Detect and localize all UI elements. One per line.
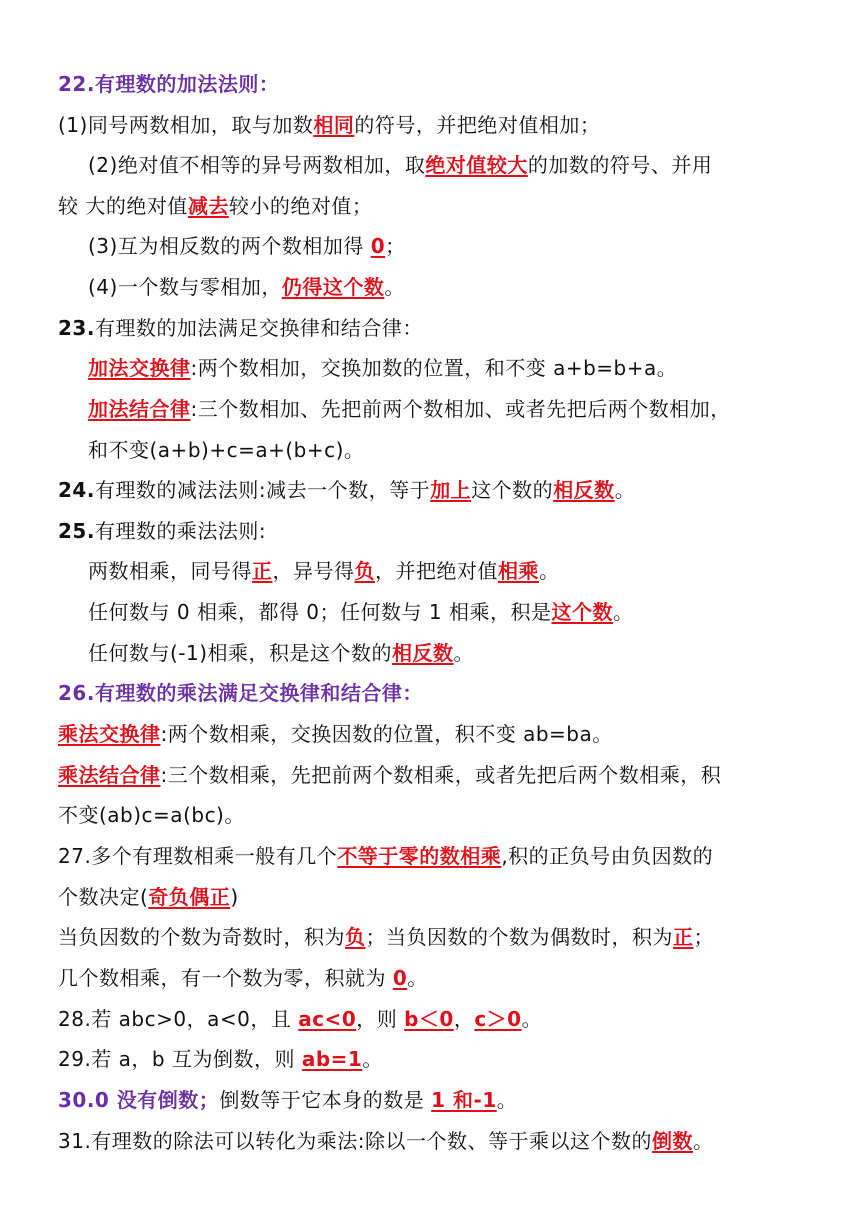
highlighted-term: 乘法交换律 xyxy=(58,722,161,746)
text-segment: (1)同号两数相加，取与加数 xyxy=(58,113,314,137)
text-segment: 24. xyxy=(58,478,95,502)
highlighted-term: 正 xyxy=(252,559,273,583)
text-segment: 。 xyxy=(539,559,560,583)
law-add-associative-cont xyxy=(88,437,364,463)
text-segment: 任何数与 0 相乘，都得 0；任何数与 1 相乘，积是 xyxy=(88,600,552,624)
text-segment: ) xyxy=(230,885,239,909)
text-segment: 这个数的 xyxy=(471,478,554,502)
rule-22-4 xyxy=(88,274,405,300)
heading-25 xyxy=(58,518,266,544)
rule-27 xyxy=(58,843,713,869)
text-segment: 23. xyxy=(58,316,95,340)
text-segment: ，异号得 xyxy=(272,559,355,583)
highlighted-term: 减去 xyxy=(187,194,229,218)
text-segment: 两数相乘，同号得 xyxy=(88,559,252,583)
text-segment: 27.多个有理数相乘一般有几个 xyxy=(58,844,338,868)
text-segment: 28.若 abc>0，a<0，且 xyxy=(58,1007,299,1031)
text-segment: 。 xyxy=(407,966,428,990)
text-segment: 个数决定( xyxy=(58,885,149,909)
rule-27-cont xyxy=(58,884,239,910)
text-segment: ， xyxy=(453,1007,475,1031)
item-28 xyxy=(58,1006,542,1032)
highlighted-term: 负 xyxy=(345,925,366,949)
text-segment: 有理数的乘法法则: xyxy=(94,519,267,543)
rule-25-2 xyxy=(88,599,633,625)
text-segment: :三个数相乘，先把前两个数相乘，或者先把后两个数相乘，积 xyxy=(160,763,722,787)
highlighted-term: 这个数 xyxy=(551,600,613,624)
text-segment: :两个数相加，交换加数的位置，和不变 a+b=b+a。 xyxy=(190,356,678,380)
text-segment: ；当负因数的个数为偶数时，积为 xyxy=(365,925,673,949)
highlighted-term: 0 xyxy=(370,234,386,258)
text-segment: ； xyxy=(385,234,406,258)
item-31 xyxy=(58,1128,714,1154)
text-segment: 。 xyxy=(384,275,405,299)
rule-22-2 xyxy=(88,152,712,178)
text-segment: 的加数的符号、并用 xyxy=(527,153,713,177)
text-segment: (4)一个数与零相加， xyxy=(88,275,282,299)
text-segment: (3)互为相反数的两个数相加得 xyxy=(88,234,371,258)
highlighted-term: 1 和-1 xyxy=(431,1088,497,1112)
highlighted-term: 不等于零的数相乘 xyxy=(337,844,502,868)
text-segment: 和不变(a+b)+c=a+(b+c)。 xyxy=(88,438,365,462)
heading-23 xyxy=(58,315,423,341)
text-segment: 倒数等于它本身的数是 xyxy=(219,1088,432,1112)
text-segment: (2)绝对值不相等的异号两数相加，取 xyxy=(88,153,426,177)
law-mul-associative xyxy=(58,762,721,788)
rule-24 xyxy=(58,477,635,503)
heading-26 xyxy=(58,680,423,706)
text-segment: 当负因数的个数为奇数时，积为 xyxy=(58,925,345,949)
text-segment: 几个数相乘，有一个数为零，积就为 xyxy=(58,966,393,990)
highlighted-term: ac<0 xyxy=(298,1007,357,1031)
highlighted-term: 相乘 xyxy=(498,559,539,583)
rule-22-3 xyxy=(88,233,406,259)
text-segment: 有理数的减法法则:减去一个数，等于 xyxy=(94,478,431,502)
highlighted-term: 加法交换律 xyxy=(88,356,191,380)
text-segment: 不变(ab)c=a(bc)。 xyxy=(58,803,245,827)
text-segment: 。 xyxy=(496,1088,518,1112)
heading-22 xyxy=(58,71,279,97)
text-segment: ,积的正负号由负因数的 xyxy=(501,844,714,868)
text-segment: ，并把绝对值 xyxy=(375,559,498,583)
text-segment: 。 xyxy=(362,1047,383,1071)
text-segment: 30.0 没有倒数； xyxy=(58,1088,220,1112)
highlighted-term: 正 xyxy=(673,925,694,949)
item-29 xyxy=(58,1046,383,1072)
highlighted-term: 加上 xyxy=(430,478,472,502)
text-segment: 。 xyxy=(614,478,636,502)
highlighted-term: ab=1 xyxy=(301,1047,363,1071)
highlighted-term: 乘法结合律 xyxy=(58,763,161,787)
text-segment: 。 xyxy=(521,1007,543,1031)
law-mul-associative-cont xyxy=(58,802,245,828)
text-segment: :三个数相加、先把前两个数相加、或者先把后两个数相加， xyxy=(190,397,731,421)
highlighted-term: 相同 xyxy=(313,113,355,137)
rule-27-zero xyxy=(58,965,428,991)
text-segment: 。 xyxy=(693,1129,714,1153)
item-30 xyxy=(58,1087,517,1113)
highlighted-term: b＜0 xyxy=(404,1007,454,1031)
text-segment: 的符号，并把绝对值相加； xyxy=(354,113,601,137)
text-segment: ； xyxy=(693,925,714,949)
highlighted-term: 倒数 xyxy=(652,1129,694,1153)
text-segment: 29.若 a，b 互为倒数，则 xyxy=(58,1047,302,1071)
rule-22-2-cont xyxy=(58,193,372,219)
rule-27-sign xyxy=(58,924,714,950)
text-segment: 。 xyxy=(612,600,634,624)
highlighted-term: c＞0 xyxy=(474,1007,522,1031)
text-segment: 26.有理数的乘法满足交换律和结合律： xyxy=(58,681,423,705)
text-segment: 25. xyxy=(58,519,95,543)
highlighted-term: 负 xyxy=(354,559,375,583)
law-add-commutative xyxy=(88,355,677,381)
text-segment: 较小的绝对值； xyxy=(228,194,373,218)
text-segment: ，则 xyxy=(356,1007,405,1031)
highlighted-term: 绝对值较大 xyxy=(425,153,528,177)
highlighted-term: 相反数 xyxy=(392,641,454,665)
text-segment: 任何数与(-1)相乘，积是这个数的 xyxy=(88,641,393,665)
law-add-associative xyxy=(88,396,731,422)
text-segment: 较 大的绝对值 xyxy=(58,194,188,218)
text-segment: 。 xyxy=(453,641,475,665)
highlighted-term: 0 xyxy=(392,966,408,990)
rule-25-1 xyxy=(88,558,560,584)
text-segment: 31.有理数的除法可以转化为乘法:除以一个数、等于乘以这个数的 xyxy=(58,1129,653,1153)
rule-25-3 xyxy=(88,640,474,666)
highlighted-term: 相反数 xyxy=(553,478,615,502)
text-segment: :两个数相乘，交换因数的位置，积不变 ab=ba。 xyxy=(160,722,613,746)
highlighted-term: 仍得这个数 xyxy=(281,275,385,299)
highlighted-term: 奇负偶正 xyxy=(148,885,231,909)
rule-22-1 xyxy=(58,112,600,138)
highlighted-term: 加法结合律 xyxy=(88,397,191,421)
text-segment: 有理数的加法满足交换律和结合律： xyxy=(94,316,423,340)
law-mul-commutative xyxy=(58,721,613,747)
text-segment: 22.有理数的加法法则： xyxy=(58,72,280,96)
